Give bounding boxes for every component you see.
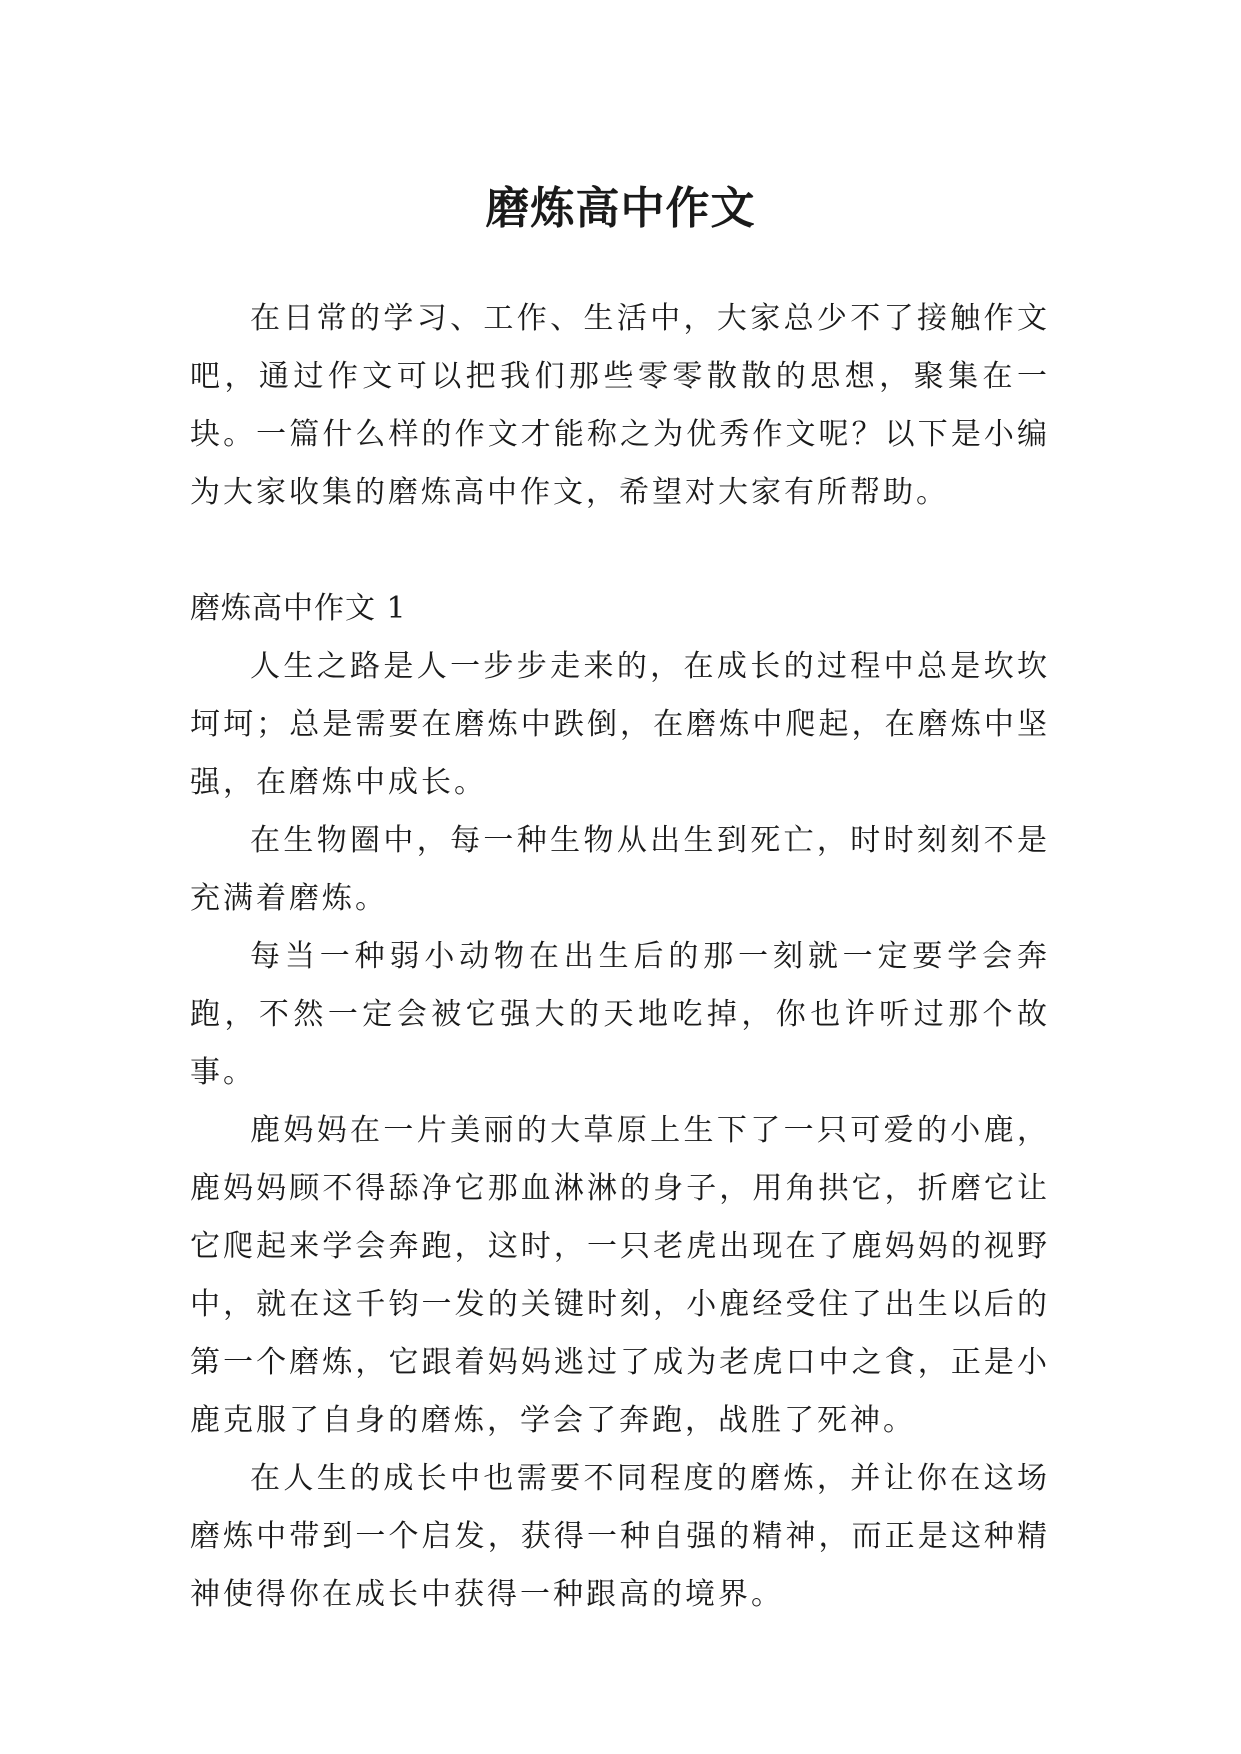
body-paragraph: 在生物圈中，每一种生物从出生到死亡，时时刻刻不是充满着磨炼。	[190, 823, 1050, 916]
section-heading: 磨炼高中作文 1	[190, 591, 407, 626]
body-paragraph: 鹿妈妈在一片美丽的大草原上生下了一只可爱的小鹿，鹿妈妈顾不得舔净它那血淋淋的身子，用角拱它，折磨它让它爬起来学会奔跑，这时，一只老虎出现在了鹿妈妈的视野中，就在这千钧一发的关键时刻，小鹿经受住了出生以后的第一个磨炼，它跟着妈妈逃过了成为老虎口中之食，正是小鹿克服了自身的磨炼，学会了奔跑，战胜了死神。	[190, 1113, 1050, 1438]
body-paragraph: 人生之路是人一步步走来的，在成长的过程中总是坎坎坷坷；总是需要在磨炼中跌倒，在磨炼中爬起，在磨炼中坚强，在磨炼中成长。	[190, 649, 1050, 800]
document-body	[190, 290, 1050, 1624]
body-paragraph: 每当一种弱小动物在出生后的那一刻就一定要学会奔跑，不然一定会被它强大的天地吃掉，你也许听过那个故事。	[190, 939, 1050, 1090]
body-paragraph: 在人生的成长中也需要不同程度的磨炼，并让你在这场磨炼中带到一个启发，获得一种自强的精神，而正是这种精神使得你在成长中获得一种跟高的境界。	[190, 1461, 1050, 1612]
document-title: 磨炼高中作文	[485, 183, 756, 235]
intro-paragraph: 在日常的学习、工作、生活中，大家总少不了接触作文吧，通过作文可以把我们那些零零散散的思想，聚集在一块。一篇什么样的作文才能称之为优秀作文呢？以下是小编为大家收集的磨炼高中作文，希望对大家有所帮助。	[190, 301, 1050, 510]
